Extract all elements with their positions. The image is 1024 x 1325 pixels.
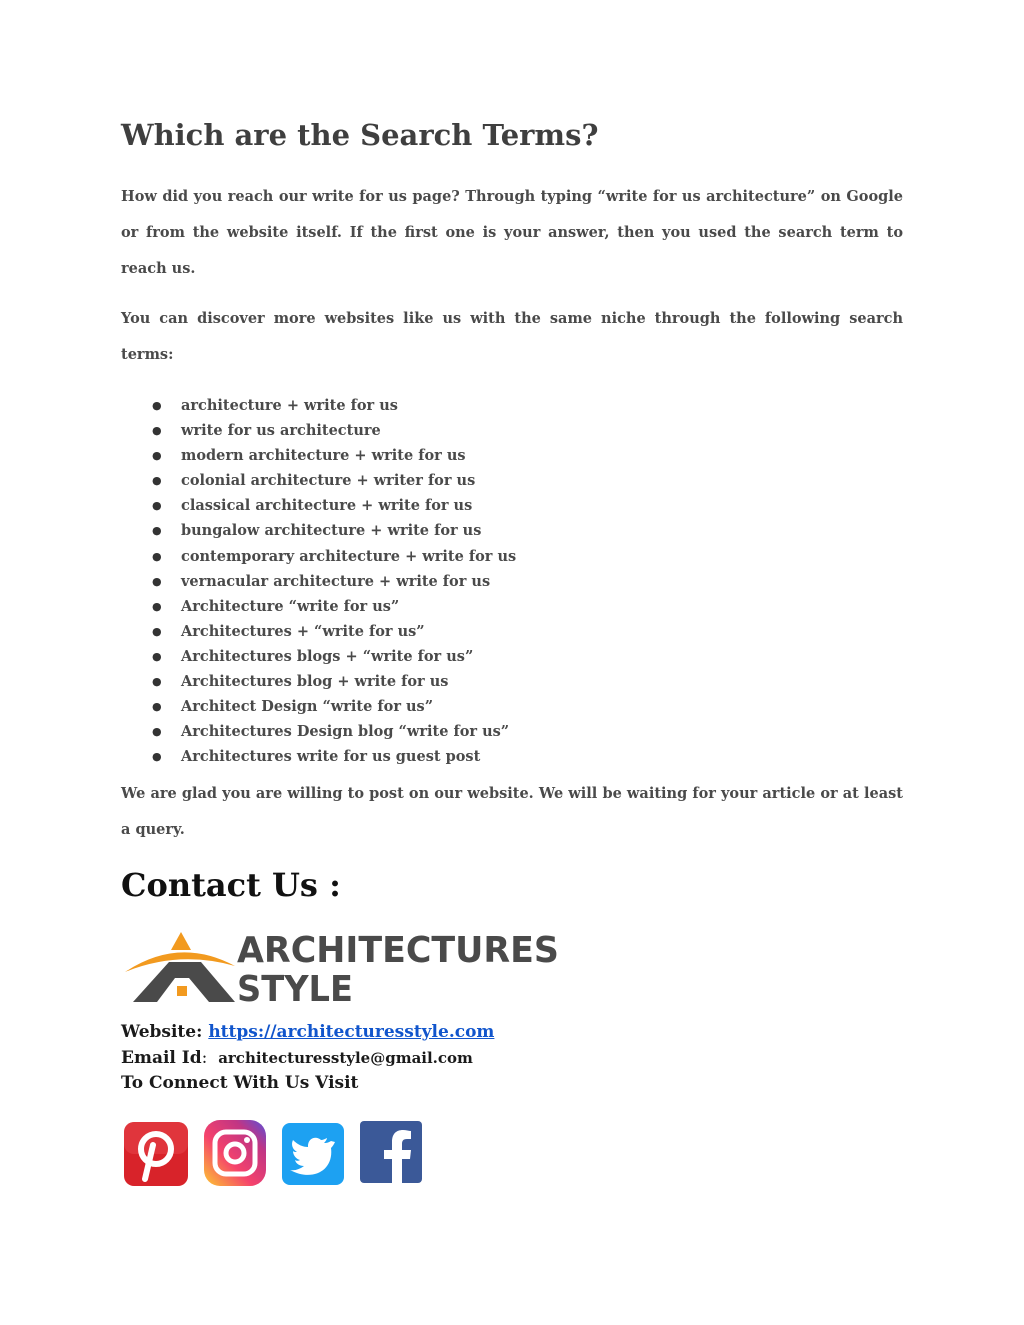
contact-heading: Contact Us : [121, 866, 341, 904]
twitter-icon[interactable] [281, 1119, 347, 1187]
email-label: Email Id [121, 1048, 202, 1068]
email-line [121, 1048, 473, 1068]
list-item: ● classical architecture + write for us [121, 493, 516, 518]
list-item: ● Architectures blogs + “write for us” [121, 644, 516, 669]
bullet-icon: ● [152, 549, 162, 563]
bullet-icon: ● [152, 524, 162, 538]
bullet-icon: ● [152, 574, 162, 588]
bullet-icon: ● [152, 675, 162, 689]
instagram-icon[interactable] [203, 1119, 269, 1187]
website-link[interactable]: https://architecturesstyle.com [208, 1022, 495, 1042]
list-item: ● colonial architecture + writer for us [121, 468, 516, 493]
list-item: ● contemporary architecture + write for us [121, 544, 516, 569]
bullet-icon: ● [152, 449, 162, 463]
bullet-icon: ● [152, 700, 162, 714]
email-separator: : [201, 1048, 208, 1068]
bullet-icon: ● [152, 725, 162, 739]
bullet-icon: ● [152, 599, 162, 613]
bullet-icon: ● [152, 499, 162, 513]
list-item: ● Architectures blog + write for us [121, 669, 516, 694]
bullet-icon: ● [152, 399, 162, 412]
bullet-icon: ● [152, 474, 162, 488]
list-item: ● Architectures + “write for us” [121, 619, 516, 644]
list-item: ● Architectures write for us guest post [121, 744, 516, 769]
email-value: architecturesstyle@gmail.com [218, 1049, 473, 1067]
logo-text-line1: ARCHITECTURES [237, 930, 559, 971]
list-item: ● bungalow architecture + write for us [121, 518, 516, 543]
bullet-icon: ● [152, 649, 162, 663]
search-terms-heading: Which are the Search Terms? [121, 118, 599, 152]
list-item: ● write for us architecture [121, 418, 516, 443]
bullet-icon: ● [152, 424, 162, 438]
architectures-style-logo [123, 926, 563, 1006]
bullet-icon: ● [152, 624, 162, 638]
list-item: ● Architect Design “write for us” [121, 694, 516, 719]
discover-paragraph: You can discover more websites like us with the same niche through the following search terms: [121, 310, 903, 363]
list-item: ● architecture + write for us [121, 393, 516, 418]
search-terms-list [121, 393, 516, 769]
bullet-icon: ● [152, 750, 162, 764]
pinterest-icon[interactable] [123, 1119, 189, 1187]
facebook-icon[interactable] [359, 1119, 425, 1187]
closing-paragraph: We are glad you are willing to post on our website. We will be waiting for your article or at least a query. [121, 785, 903, 838]
website-label: Website: [121, 1022, 209, 1042]
list-item: ● modern architecture + write for us [121, 443, 516, 468]
connect-line [121, 1073, 358, 1093]
list-item: ● vernacular architecture + write for us [121, 569, 516, 594]
website-line [121, 1022, 494, 1042]
logo-text-line2: STYLE [237, 969, 353, 1006]
list-item: ● Architecture “write for us” [121, 594, 516, 619]
intro-paragraph: How did you reach our write for us page? Through typing “write for us architecture” on Google or from the website itself. If the first one is your answer, then you used the search term to reach us. [121, 188, 903, 277]
connect-text: To Connect With Us Visit [121, 1073, 359, 1093]
list-item: ● Architectures Design blog “write for us” [121, 719, 516, 744]
